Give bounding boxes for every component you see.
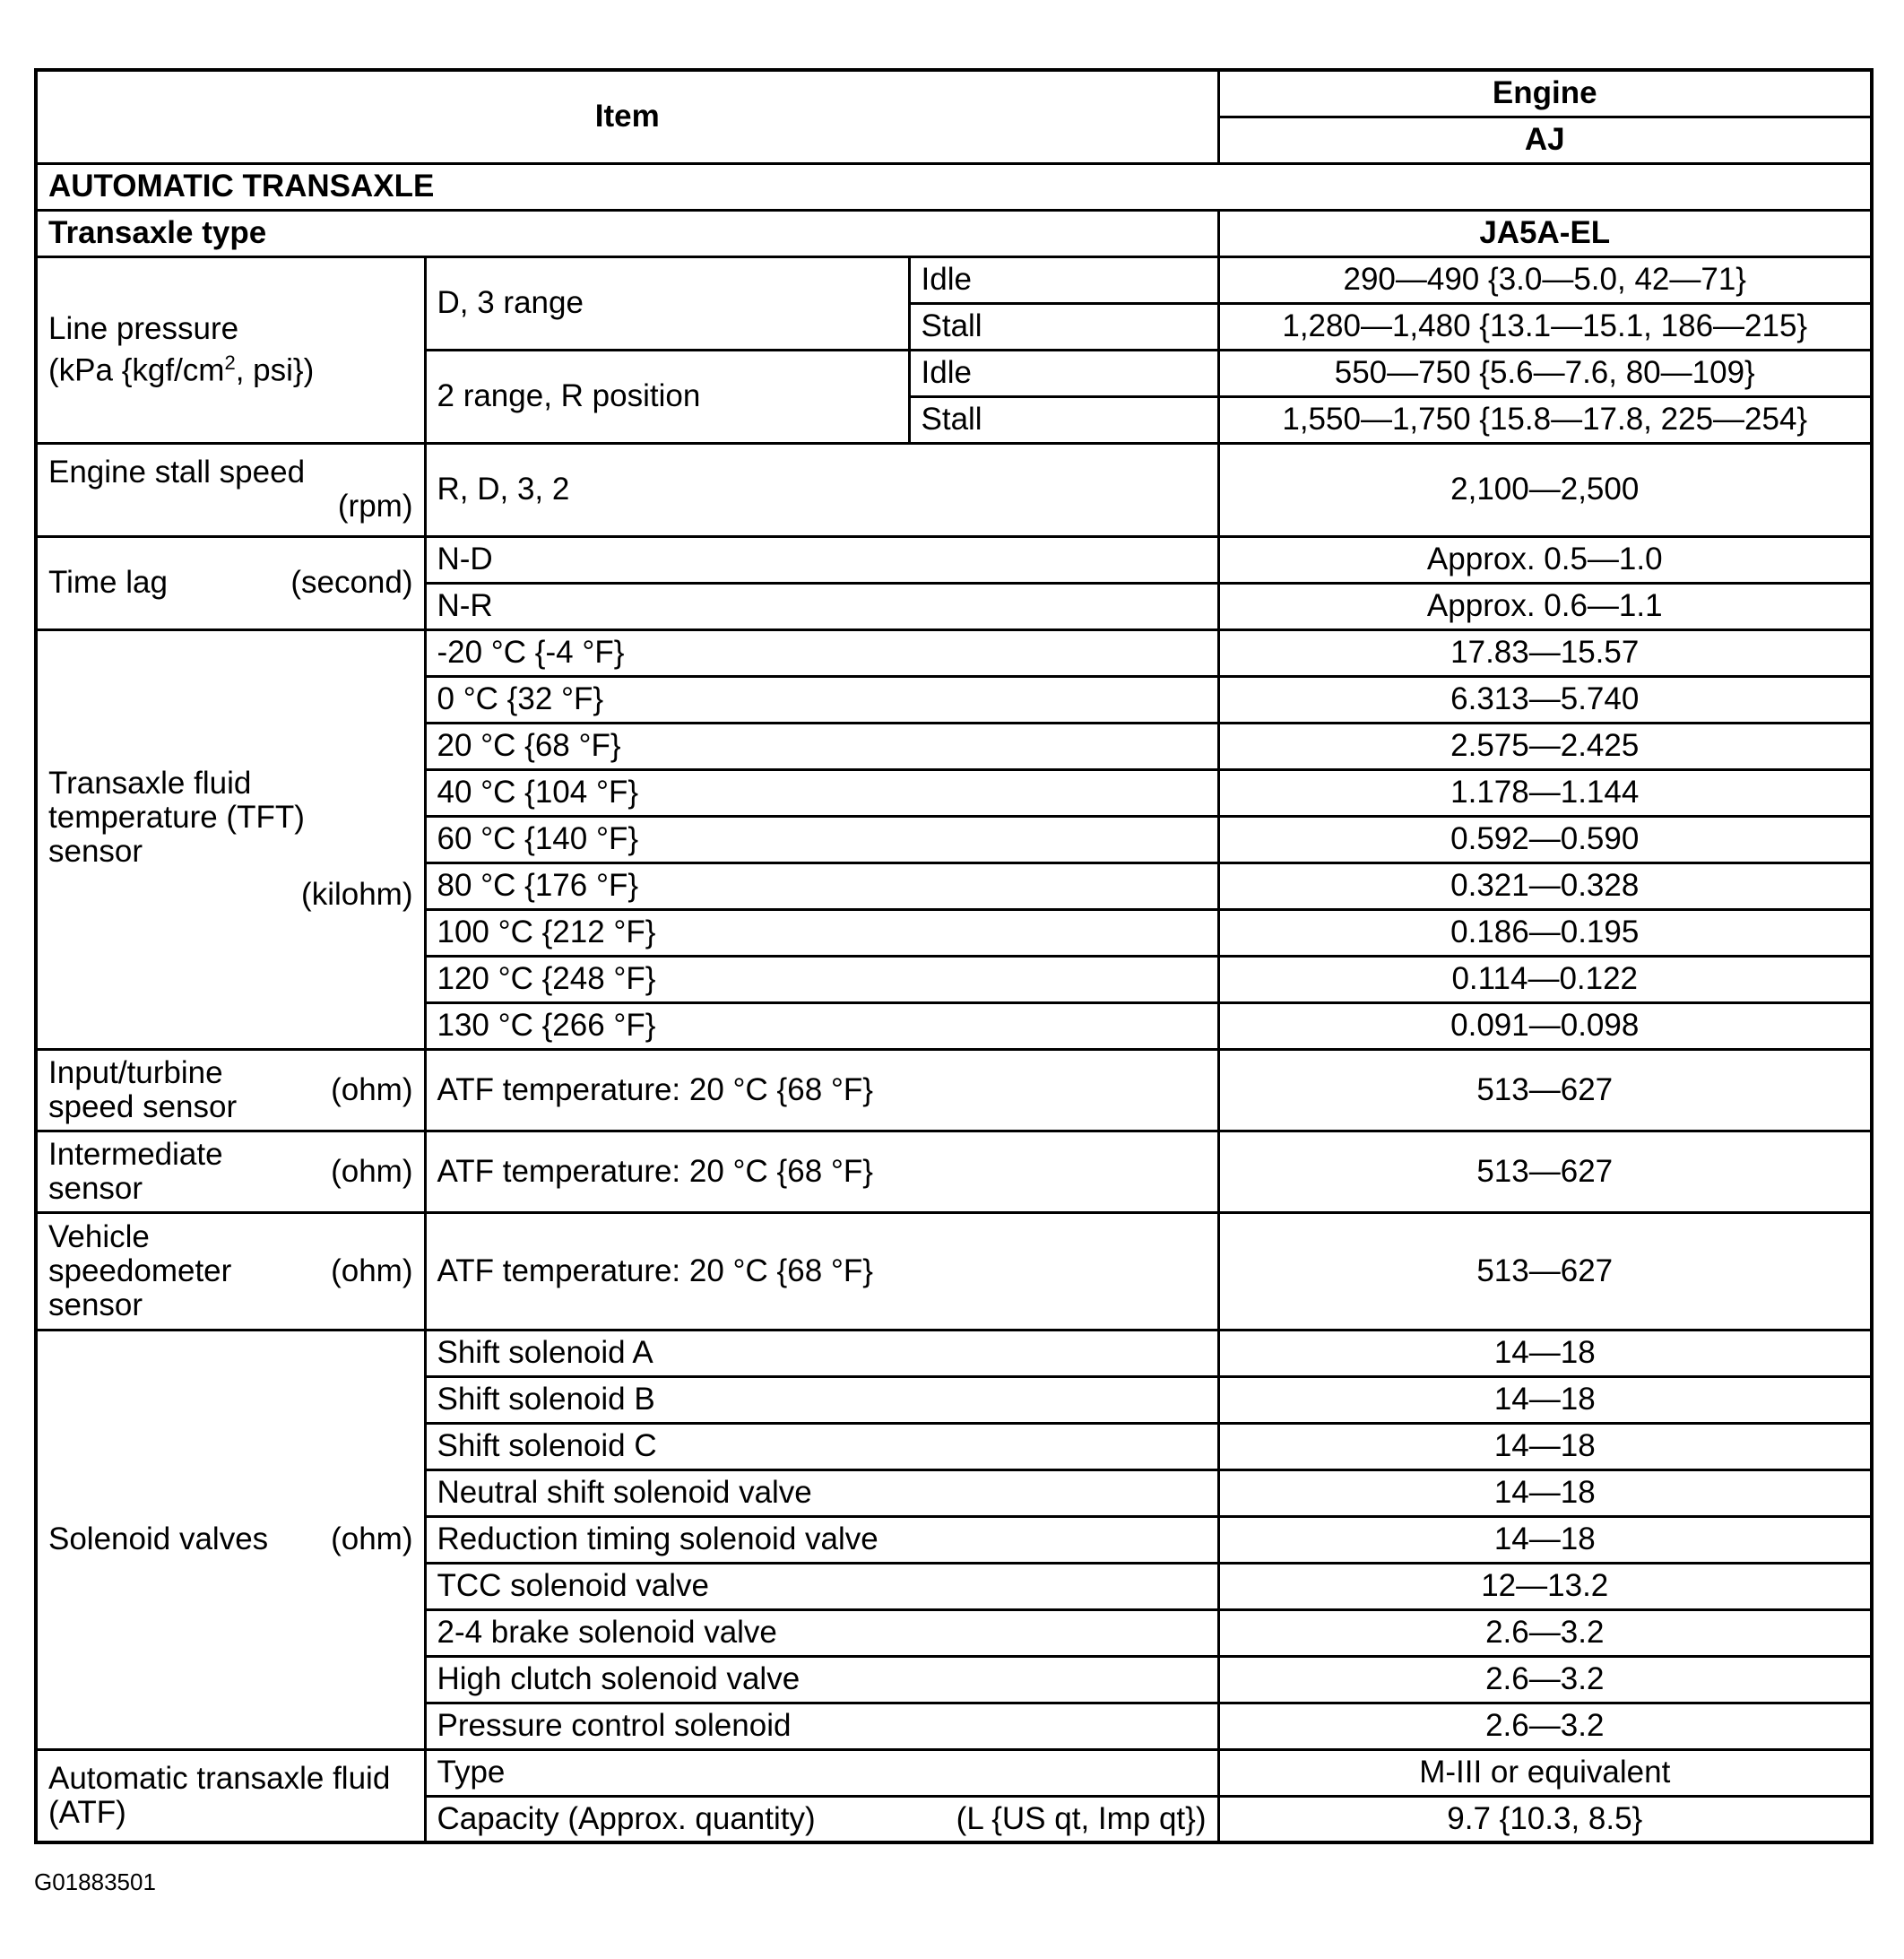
document-id: G01883501	[34, 1868, 156, 1895]
line-pressure-value: 550—750 {5.6—7.6, 80—109}	[1218, 350, 1872, 396]
solenoids-unit: (ohm)	[331, 1521, 413, 1556]
tft-value: 0.321—0.328	[1218, 862, 1872, 909]
line-pressure-value: 1,550—1,750 {15.8—17.8, 225—254}	[1218, 396, 1872, 443]
solenoid-value: 14—18	[1218, 1469, 1872, 1516]
line-pressure-mode: Idle	[909, 256, 1218, 303]
vss-label	[36, 1212, 425, 1330]
solenoid-condition: Reduction timing solenoid valve	[425, 1516, 1218, 1563]
tft-value: 0.114—0.122	[1218, 956, 1872, 1002]
tft-condition: 60 °C {140 °F}	[425, 816, 1218, 862]
vss-condition: ATF temperature: 20 °C {68 °F}	[425, 1212, 1218, 1330]
solenoid-value: 2.6—3.2	[1218, 1703, 1872, 1749]
intermediate-label-line2: sensor	[48, 1170, 143, 1206]
line-pressure-mode: Idle	[909, 350, 1218, 396]
transaxle-type-label: Transaxle type	[36, 210, 1218, 256]
time-lag-value: Approx. 0.6—1.1	[1218, 583, 1872, 629]
input-turbine-value: 513—627	[1218, 1049, 1872, 1131]
vss-unit: (ohm)	[331, 1253, 413, 1288]
solenoid-value: 14—18	[1218, 1423, 1872, 1469]
tft-value: 1.178—1.144	[1218, 769, 1872, 816]
tft-value: 6.313—5.740	[1218, 676, 1872, 723]
tft-unit: (kilohm)	[301, 877, 413, 912]
transaxle-type-value: JA5A-EL	[1218, 210, 1872, 256]
atf-label	[36, 1749, 425, 1842]
tft-condition: 130 °C {266 °F}	[425, 1002, 1218, 1049]
header-engine-code: AJ	[1218, 117, 1872, 163]
stall-speed-label	[36, 443, 425, 536]
tft-condition: 40 °C {104 °F}	[425, 769, 1218, 816]
atf-label-line2: (ATF)	[48, 1794, 126, 1830]
line-pressure-mode: Stall	[909, 396, 1218, 443]
solenoid-value: 2.6—3.2	[1218, 1609, 1872, 1656]
atf-type-label: Type	[425, 1749, 1218, 1796]
solenoid-value: 14—18	[1218, 1330, 1872, 1376]
tft-label-line2: temperature (TFT)	[48, 800, 305, 835]
line-pressure-range-1: D, 3 range	[425, 256, 909, 350]
input-turbine-label-line1: Input/turbine	[48, 1054, 223, 1090]
time-lag-label	[36, 536, 425, 629]
line-pressure-label	[36, 256, 425, 443]
tft-label-line1: Transaxle fluid	[48, 766, 252, 801]
tft-condition: 100 °C {212 °F}	[425, 909, 1218, 956]
atf-capacity-value: 9.7 {10.3, 8.5}	[1218, 1796, 1872, 1842]
solenoid-condition: Shift solenoid B	[425, 1376, 1218, 1423]
intermediate-value: 513—627	[1218, 1131, 1872, 1212]
solenoid-value: 14—18	[1218, 1516, 1872, 1563]
stall-speed-label-text: Engine stall speed	[48, 455, 306, 490]
tft-label-line3: sensor	[48, 834, 143, 869]
tft-value: 0.592—0.590	[1218, 816, 1872, 862]
tft-value: 17.83—15.57	[1218, 629, 1872, 676]
line-pressure-label-line2: (kPa {$kgf/cm^2$, psi})	[48, 351, 315, 388]
solenoids-label	[36, 1330, 425, 1749]
line-pressure-value: 1,280—1,480 {13.1—15.1, 186—215}	[1218, 303, 1872, 350]
atf-label-line1: Automatic transaxle fluid	[48, 1760, 391, 1796]
input-turbine-condition: ATF temperature: 20 °C {68 °F}	[425, 1049, 1218, 1131]
line-pressure-range-2: 2 range, R position	[425, 350, 909, 443]
spec-table	[34, 68, 1874, 1844]
tft-value: 0.091—0.098	[1218, 1002, 1872, 1049]
atf-type-value: M-III or equivalent	[1218, 1749, 1872, 1796]
solenoid-value: 2.6—3.2	[1218, 1656, 1872, 1703]
time-lag-value: Approx. 0.5—1.0	[1218, 536, 1872, 583]
section-title: AUTOMATIC TRANSAXLE	[36, 163, 1872, 210]
header-engine: Engine	[1218, 70, 1872, 117]
input-turbine-label-line2: speed sensor	[48, 1088, 238, 1124]
solenoid-condition: Neutral shift solenoid valve	[425, 1469, 1218, 1516]
input-turbine-label	[36, 1049, 425, 1131]
atf-capacity-label	[425, 1796, 1218, 1842]
time-lag-condition: N-R	[425, 583, 1218, 629]
input-turbine-unit: (ohm)	[331, 1071, 413, 1107]
tft-value: 0.186—0.195	[1218, 909, 1872, 956]
solenoid-condition: Shift solenoid C	[425, 1423, 1218, 1469]
line-pressure-mode: Stall	[909, 303, 1218, 350]
time-lag-unit: (second)	[290, 565, 413, 600]
vss-value: 513—627	[1218, 1212, 1872, 1330]
solenoid-condition: High clutch solenoid valve	[425, 1656, 1218, 1703]
stall-speed-value: 2,100—2,500	[1218, 443, 1872, 536]
intermediate-unit: (ohm)	[331, 1153, 413, 1189]
stall-speed-condition: R, D, 3, 2	[425, 443, 1218, 536]
solenoid-condition: Shift solenoid A	[425, 1330, 1218, 1376]
solenoid-condition: TCC solenoid valve	[425, 1563, 1218, 1609]
tft-condition: 0 °C {32 °F}	[425, 676, 1218, 723]
intermediate-label-line1: Intermediate	[48, 1136, 223, 1172]
intermediate-condition: ATF temperature: 20 °C {68 °F}	[425, 1131, 1218, 1212]
tft-condition: 80 °C {176 °F}	[425, 862, 1218, 909]
solenoid-value: 14—18	[1218, 1376, 1872, 1423]
stall-speed-unit: (rpm)	[337, 489, 413, 524]
header-item: Item	[36, 70, 1218, 163]
line-pressure-label-line1: Line pressure	[48, 310, 239, 346]
tft-condition: 20 °C {68 °F}	[425, 723, 1218, 769]
tft-condition: -20 °C {-4 °F}	[425, 629, 1218, 676]
atf-capacity-label-text: Capacity (Approx. quantity)	[437, 1800, 816, 1836]
vss-label-line3: sensor	[48, 1287, 143, 1322]
tft-value: 2.575—2.425	[1218, 723, 1872, 769]
solenoid-condition: 2-4 brake solenoid valve	[425, 1609, 1218, 1656]
line-pressure-value: 290—490 {3.0—5.0, 42—71}	[1218, 256, 1872, 303]
intermediate-label	[36, 1131, 425, 1212]
time-lag-condition: N-D	[425, 536, 1218, 583]
time-lag-label-text: Time lag	[48, 565, 168, 600]
vss-label-line1: Vehicle	[48, 1218, 150, 1254]
solenoid-value: 12—13.2	[1218, 1563, 1872, 1609]
tft-condition: 120 °C {248 °F}	[425, 956, 1218, 1002]
vss-label-line2: speedometer	[48, 1253, 232, 1288]
tft-label	[36, 629, 425, 1049]
atf-capacity-unit: (L {US qt, Imp qt})	[956, 1800, 1207, 1836]
solenoid-condition: Pressure control solenoid	[425, 1703, 1218, 1749]
solenoids-label-text: Solenoid valves	[48, 1521, 269, 1556]
